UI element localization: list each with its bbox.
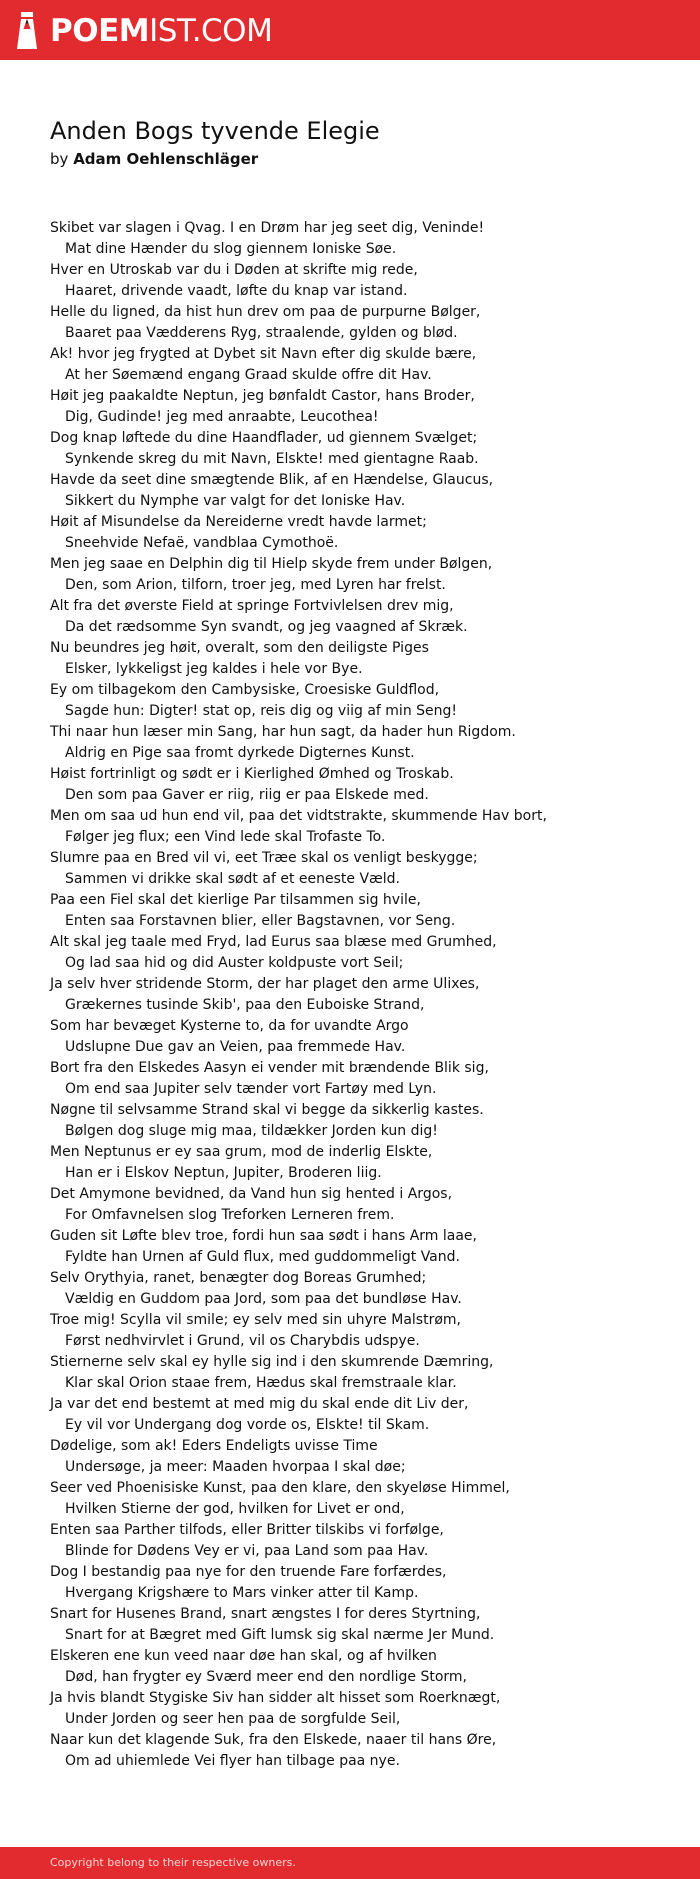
poem-line: Dig, Gudinde! jeg med anraabte, Leucothea! [65,409,379,425]
poem-line: Sagde hun: Digter! stat op, reis dig og viig af min Seng! [65,703,458,719]
poem-line: Høist fortrinligt og sødt er i Kierlighed Ømhed og Troskab. [50,766,454,782]
poem-line: Fyldte han Urnen af Guld flux, med guddommeligt Vand. [65,1249,460,1265]
poem-line: Seer ved Phoenisiske Kunst, paa den klare, den skyeløse Himmel, [50,1480,510,1496]
poem-line: Enten saa Parther tilfods, eller Britter tilskibs vi forfølge, [50,1522,444,1538]
poem-line: Sikkert du Nymphe var valgt for det Ioniske Hav. [65,493,406,509]
poem-line: Nu beundres jeg høit, overalt, som den deiligste Piges [50,640,429,656]
poem-line: Hver en Utroskab var du i Døden at skrifte mig rede, [50,262,418,278]
poem-line: Snart for at Bægret med Gift lumsk sig skal nærme Jer Mund. [65,1627,495,1643]
poem-line: Alt skal jeg taale med Fryd, lad Eurus saa blæse med Grumhed, [50,934,497,950]
poem-line: Skibet var slagen i Qvag. I en Drøm har jeg seet dig, Veninde! [50,220,485,236]
poem-line: Da det rædsomme Syn svandt, og jeg vaagned af Skræk. [65,619,468,635]
by-label: by [50,150,69,168]
poem-line: Aldrig en Pige saa fromt dyrkede Digternes Kunst. [65,745,415,761]
poem-line: Sneehvide Nefaë, vandblaa Cymothoë. [65,535,339,551]
brand-light-text: IST.COM [149,13,273,49]
poem-line: Om end saa Jupiter selv tænder vort Fartøy med Lyn. [65,1081,437,1097]
poem-line: Stiernerne selv skal ey hylle sig ind i den skumrende Dæmring, [50,1354,494,1370]
poem-line: Klar skal Orion staae frem, Hædus skal fremstraale klar. [65,1375,457,1391]
poem-line: Elsker, lykkeligst jeg kaldes i hele vor Bye. [65,661,363,677]
author-link[interactable]: Adam Oehlenschläger [73,150,259,168]
poem-line: Under Jorden og seer hen paa de sorgfulde Seil, [65,1711,401,1727]
byline [50,148,258,170]
poem-line: Blinde for Dødens Vey er vi, paa Land som paa Hav. [65,1543,429,1559]
poem-line: Ey vil vor Undergang dog vorde os, Elskte! til Skam. [65,1417,430,1433]
poem-line: Elskeren ene kun veed naar døe han skal, og af hvilken [50,1648,437,1664]
poem-line: Men Neptunus er ey saa grum, mod de inderlig Elskte, [50,1144,433,1160]
poem-line: Baaret paa Vædderens Ryg, straalende, gylden og blød. [65,325,458,341]
poem-line: Om ad uhiemlede Vei flyer han tilbage paa nye. [65,1753,400,1769]
poem-line: Den, som Arion, tilforn, troer jeg, med Lyren har frelst. [65,577,446,593]
poem-line: Enten saa Forstavnen blier, eller Bagstavnen, vor Seng. [65,913,456,929]
pencil-icon [16,12,38,50]
poem-line: Thi naar hun læser min Sang, har hun sagt, da hader hun Rigdom. [50,724,516,740]
poem-line: For Omfavnelsen slog Treforken Lerneren frem. [65,1207,395,1223]
poem-line: Men jeg saae en Delphin dig til Hielp skyde frem under Bølgen, [50,556,493,572]
poem-line: Bølgen dog sluge mig maa, tildækker Jorden kun dig! [65,1123,438,1139]
poem-line: Udslupne Due gav an Veien, paa fremmede Hav. [65,1039,406,1055]
poem-line: Sammen vi drikke skal sødt af et eeneste Væld. [65,871,400,887]
top-bar [0,0,700,60]
poem-line: Guden sit Løfte blev troe, fordi hun saa sødt i hans Arm laae, [50,1228,477,1244]
poem-line: Havde da seet dine smægtende Blik, af en Hændelse, Glaucus, [50,472,494,488]
poem-line: Paa een Fiel skal det kierlige Par tilsammen sig hvile, [50,892,421,908]
poem-line: Høit jeg paakaldte Neptun, jeg bønfaldt Castor, hans Broder, [50,388,475,404]
poem-line: Vældig en Guddom paa Jord, som paa det bundløse Hav. [65,1291,462,1307]
poem-line: Nøgne til selvsamme Strand skal vi begge da sikkerlig kastes. [50,1102,484,1118]
poem-line: Dog I bestandig paa nye for den truende Fare forfærdes, [50,1564,447,1580]
poem-line: Ja selv hver stridende Storm, der har plaget den arme Ulixes, [50,976,480,992]
poem-line: Høit af Misundelse da Nereiderne vredt havde larmet; [50,514,427,530]
poem-line: Mat dine Hænder du slog giennem Ioniske Søe. [65,241,397,257]
poem-line: Følger jeg flux; een Vind lede skal Trofaste To. [65,829,386,845]
poem-line: Ey om tilbagekom den Cambysiske, Croesiske Guldflod, [50,682,440,698]
poem-line: Den som paa Gaver er riig, riig er paa Elskede med. [65,787,429,803]
poem-title: Anden Bogs tyvende Elegie [50,117,380,145]
poem-line: Haaret, drivende vaadt, løfte du knap var istand. [65,283,408,299]
poem-line: Først nedhvirvlet i Grund, vil os Charybdis udspye. [65,1333,420,1349]
poem-body [50,218,670,1772]
poem-line: Det Amymone bevidned, da Vand hun sig hented i Argos, [50,1186,453,1202]
copyright-text: Copyright belong to their respective owners. [50,1856,296,1869]
site-wordmark [50,14,272,48]
poem-line: Ja hvis blandt Stygiske Siv han sidder alt hisset som Roerknægt, [50,1690,501,1706]
poem-line: Han er i Elskov Neptun, Jupiter, Broderen liig. [65,1165,382,1181]
brand-bold-text: POEM [50,13,150,49]
poem-line: Selv Orythyia, ranet, benægter dog Boreas Grumhed; [50,1270,427,1286]
footer-bar [0,1847,700,1879]
poem-line: Som har bevæget Kysterne to, da for uvandte Argo [50,1018,409,1034]
poem-line: Undersøge, ja meer: Maaden hvorpaa I skal døe; [65,1459,406,1475]
poem-line: Grækernes tusinde Skib', paa den Euboiske Strand, [65,997,425,1013]
poem-line: Alt fra det øverste Field at springe Fortvivlelsen drev mig, [50,598,454,614]
poem-line: Ak! hvor jeg frygted at Dybet sit Navn efter dig skulde bære, [50,346,477,362]
poem-line: Hvergang Krigshære to Mars vinker atter til Kamp. [65,1585,419,1601]
poem-line: Men om saa ud hun end vil, paa det vidtstrakte, skummende Hav bort, [50,808,547,824]
poem-line: Hvilken Stierne der god, hvilken for Livet er ond, [65,1501,405,1517]
poem-line: Og lad saa hid og did Auster koldpuste vort Seil; [65,955,404,971]
poem-line: At her Søemænd engang Graad skulde offre dit Hav. [65,367,432,383]
poem-line: Dog knap løftede du dine Haandflader, ud giennem Svælget; [50,430,478,446]
poem-line: Helle du ligned, da hist hun drev om paa de purpurne Bølger, [50,304,481,320]
poem-line: Ja var det end bestemt at med mig du skal ende dit Liv der, [50,1396,469,1412]
poem-line: Naar kun det klagende Suk, fra den Elskede, naaer til hans Øre, [50,1732,497,1748]
poem-line: Bort fra den Elskedes Aasyn ei vender mit brændende Blik sig, [50,1060,489,1076]
poem-line: Dødelige, som ak! Eders Endeligts uvisse Time [50,1438,378,1454]
poem-line: Synkende skreg du mit Navn, Elskte! med gientagne Raab. [65,451,479,467]
poem-line: Død, han frygter ey Sværd meer end den nordlige Storm, [65,1669,468,1685]
poem-line: Snart for Husenes Brand, snart ængstes I for deres Styrtning, [50,1606,481,1622]
poem-line: Slumre paa en Bred vil vi, eet Træe skal os venligt beskygge; [50,850,478,866]
poem-line: Troe mig! Scylla vil smile; ey selv med sin uhyre Malstrøm, [50,1312,461,1328]
site-logo-link[interactable] [16,12,272,50]
